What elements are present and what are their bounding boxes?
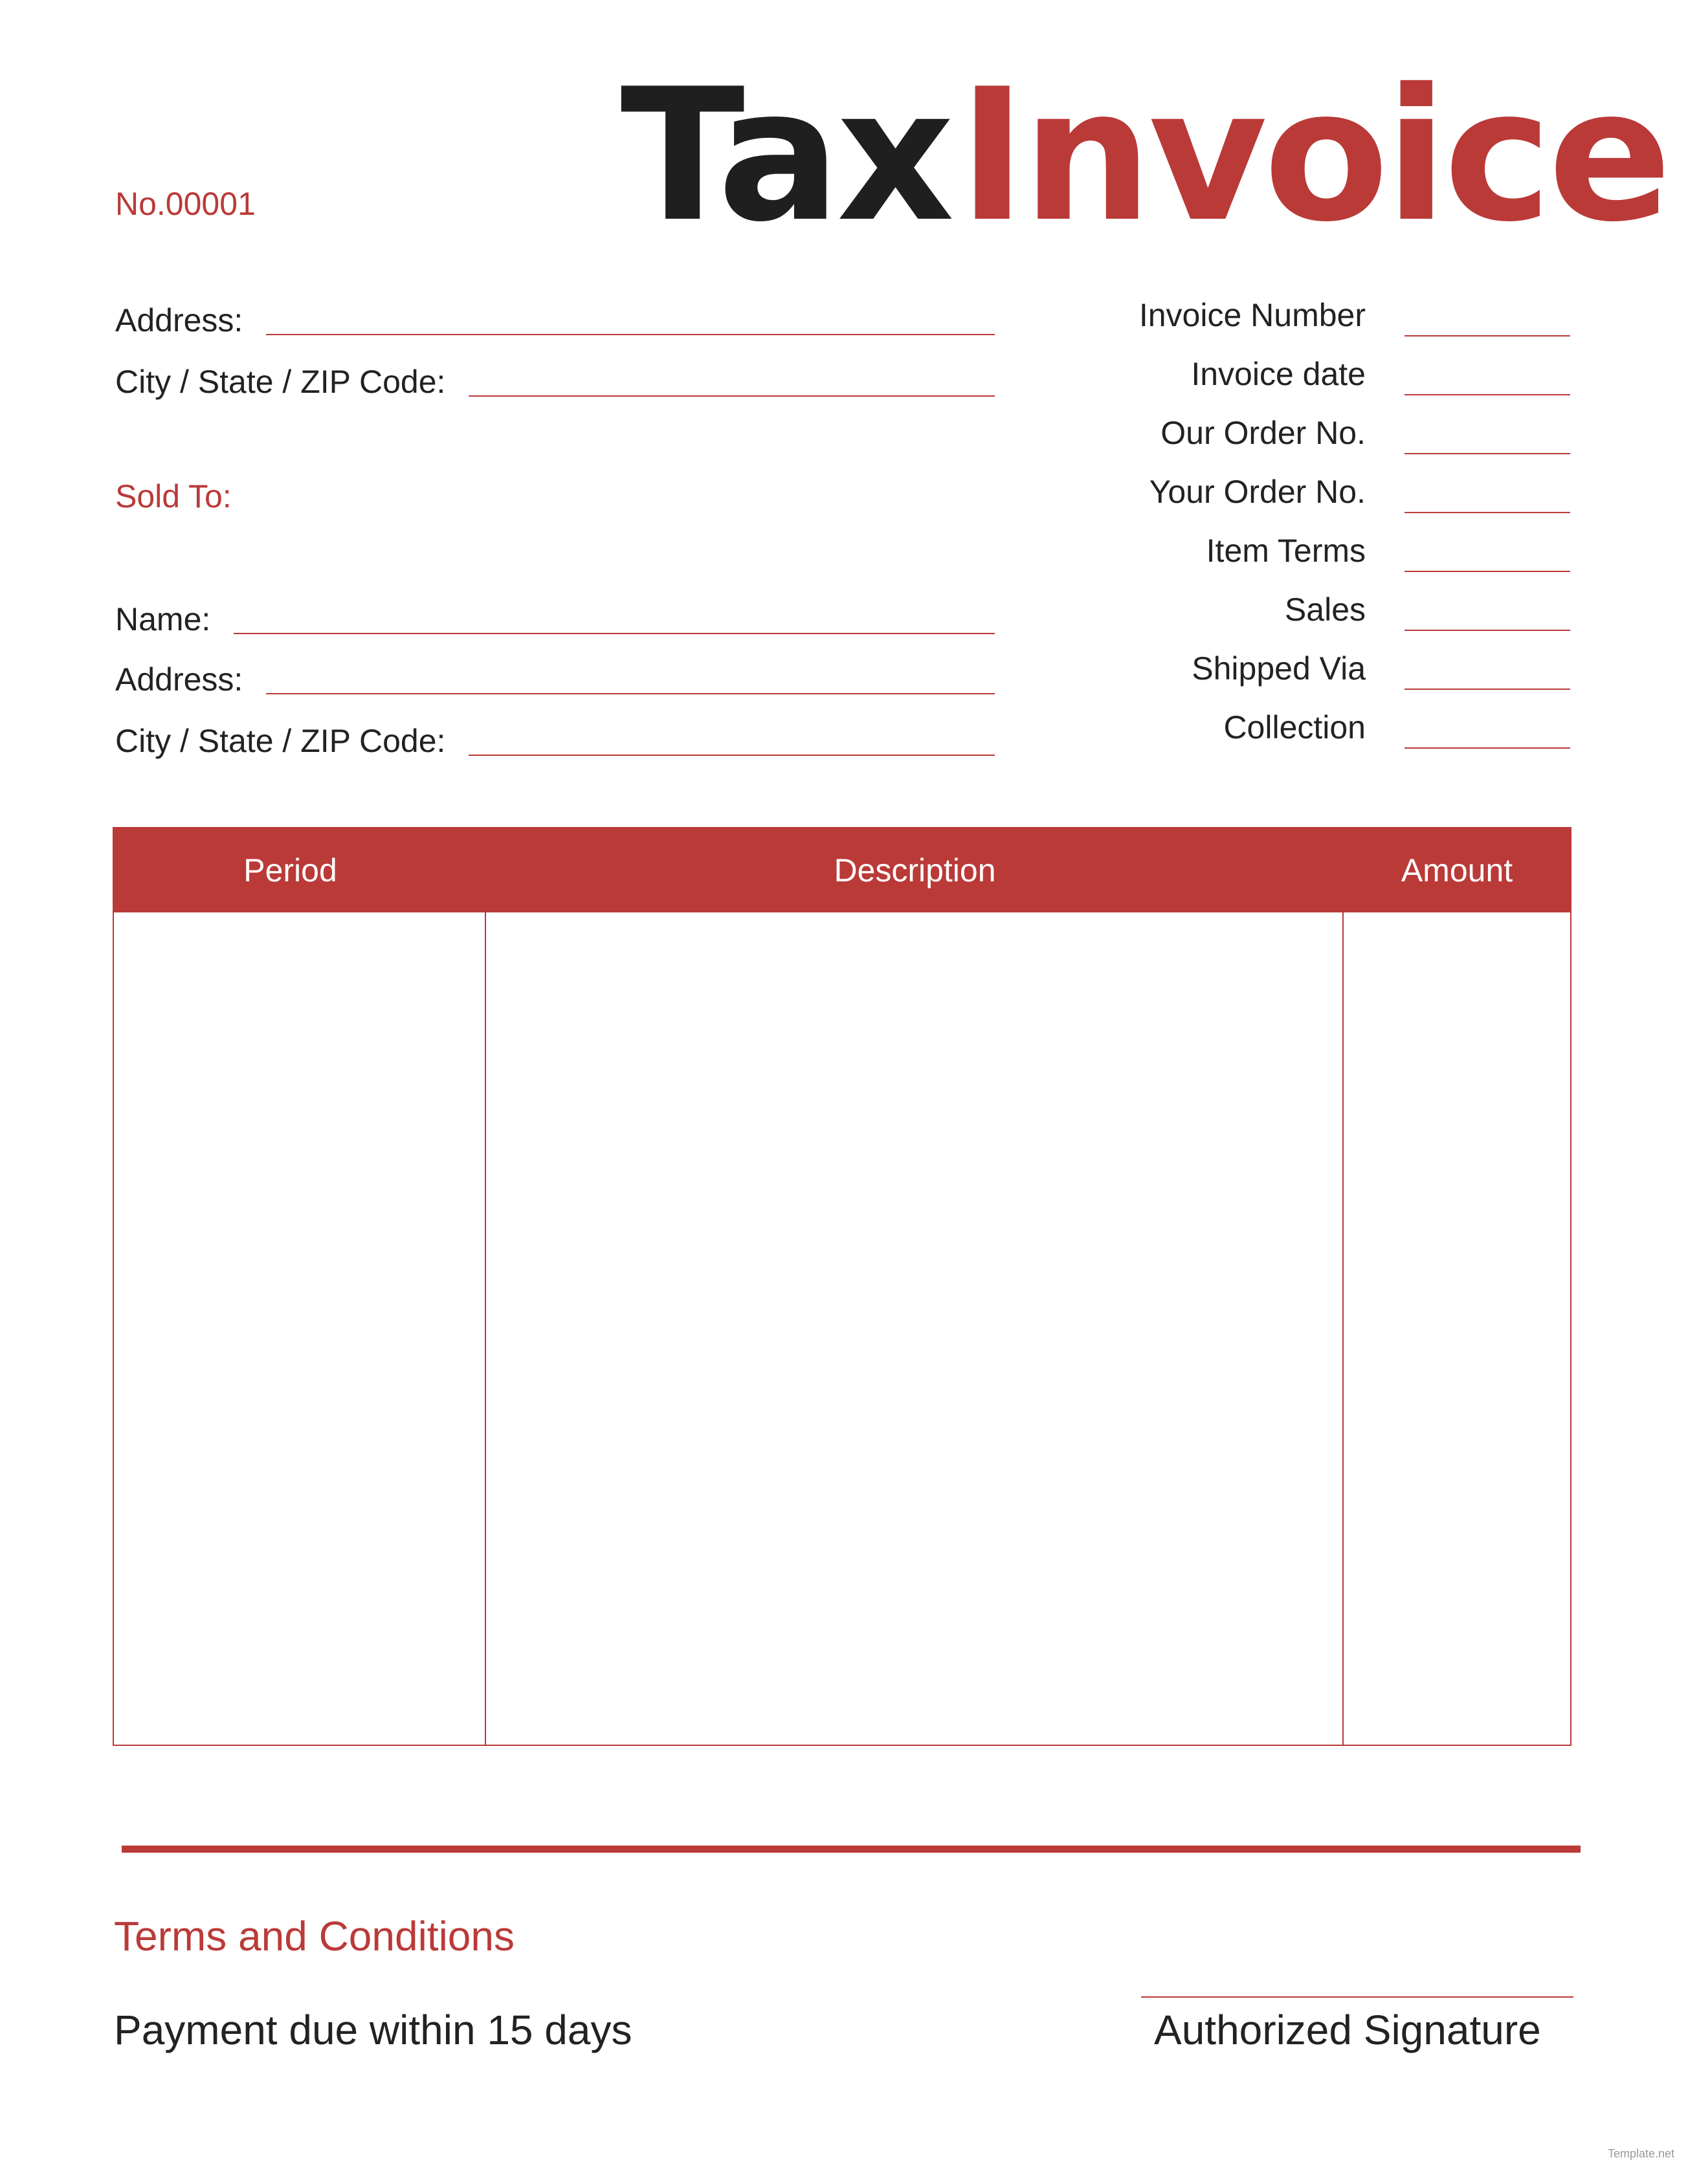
column-header-description: Description (834, 852, 996, 888)
invoice-number-label: No.00001 (115, 186, 256, 222)
signature-line[interactable] (1141, 1996, 1573, 1998)
items-table (113, 827, 1571, 1746)
detail-field[interactable] (1405, 394, 1570, 395)
detail-row-your-order (1061, 468, 1570, 513)
sold-to-heading: Sold To: (115, 478, 232, 514)
document-title (620, 49, 1668, 262)
title-invoice: Invoice (958, 49, 1668, 262)
buyer-name-row (115, 595, 995, 641)
buyer-city-row (115, 717, 995, 762)
detail-row-sales (1061, 586, 1570, 631)
detail-row-invoice-date (1061, 350, 1570, 395)
seller-address-row (115, 296, 995, 342)
detail-row-item-terms (1061, 527, 1570, 572)
detail-field[interactable] (1405, 689, 1570, 690)
detail-row-collection (1061, 703, 1570, 749)
terms-heading: Terms and Conditions (114, 1913, 515, 1959)
seller-city-label: City / State / ZIP Code: (115, 364, 446, 400)
buyer-city-label: City / State / ZIP Code: (115, 723, 446, 759)
brand-watermark: Template.net (1607, 2147, 1674, 2160)
buyer-address-field[interactable] (266, 693, 995, 694)
detail-label: Invoice Number (1138, 297, 1366, 333)
footer-divider (122, 1846, 1581, 1853)
signature-label: Authorized Signature (1154, 2007, 1541, 2053)
title-tax: Tax (620, 49, 951, 262)
buyer-address-label: Address: (115, 661, 243, 698)
table-header (114, 828, 1570, 912)
detail-field[interactable] (1405, 630, 1570, 631)
buyer-city-field[interactable] (469, 755, 995, 756)
buyer-name-label: Name: (115, 601, 211, 637)
description-cell[interactable] (486, 912, 1342, 1745)
seller-address-label: Address: (115, 302, 243, 338)
buyer-name-field[interactable] (234, 633, 995, 634)
detail-label: Sales (1284, 591, 1366, 628)
detail-label: Shipped Via (1192, 650, 1366, 687)
detail-field[interactable] (1405, 453, 1570, 454)
detail-label: Our Order No. (1160, 415, 1366, 451)
seller-city-row (115, 358, 995, 403)
detail-field[interactable] (1405, 747, 1570, 749)
detail-row-invoice-number (1061, 291, 1570, 336)
detail-label: Your Order No. (1149, 474, 1366, 510)
detail-row-our-order (1061, 409, 1570, 454)
amount-cell[interactable] (1344, 912, 1570, 1745)
column-header-amount: Amount (1401, 852, 1513, 888)
detail-field[interactable] (1405, 571, 1570, 572)
detail-row-shipped-via (1061, 645, 1570, 690)
seller-city-field[interactable] (469, 395, 995, 397)
detail-label: Collection (1223, 709, 1366, 745)
column-header-period: Period (243, 852, 337, 888)
detail-field[interactable] (1405, 512, 1570, 513)
period-cell[interactable] (114, 912, 485, 1745)
payment-terms-text: Payment due within 15 days (114, 2007, 632, 2053)
detail-label: Item Terms (1206, 533, 1366, 569)
buyer-address-row (115, 656, 995, 701)
detail-field[interactable] (1405, 335, 1570, 336)
seller-address-field[interactable] (266, 334, 995, 335)
detail-label: Invoice date (1191, 356, 1366, 392)
